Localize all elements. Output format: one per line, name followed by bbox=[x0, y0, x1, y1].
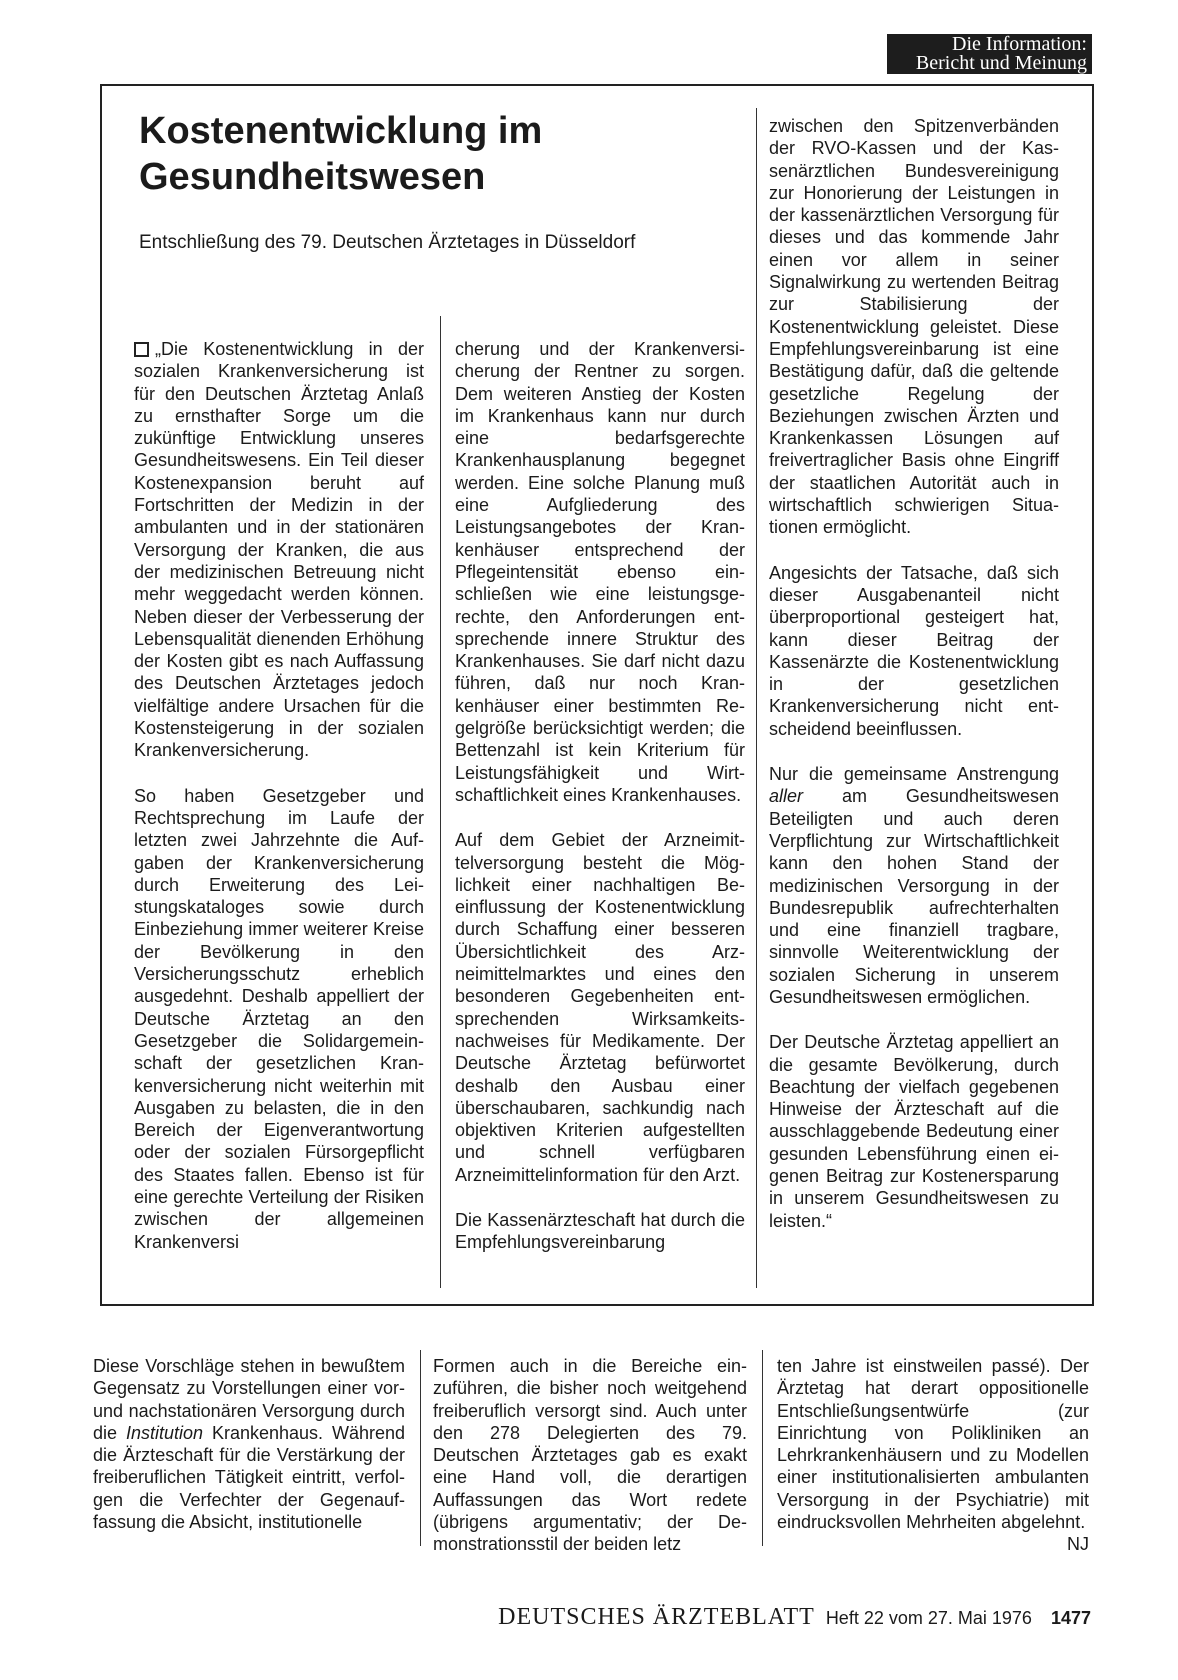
paragraph: cherung und der Krankenversicherung der Rentner zu sorgen. Dem weiteren Anstieg der Kosten im Krankenhaus kann nur durch eine bedarfsgerechte Krankenhausplanung begegnet werden. Eine solche Planung muß eine Aufgliederung des Leistungsangebotes der Krankenhäuser entsprechend der Pflegeintensität ebenso einschließen wie eine leistungsgerechte, den Anforderungen entsprechende innere Struktur des Krankenhauses. Sie darf nicht dazu führen, daß nur noch Krankenhäuser einer bestimmten Regelgröße berücksichtigt werden; die Bettenzahl ist kein Kriterium für Leistungsfähigkeit und Wirtschaftlichkeit eines Krankenhauses. bbox=[455, 339, 745, 805]
paragraph: Diese Vorschläge stehen in bewußtem Gegensatz zu Vorstellungen einer vor- und nachstationären Versorgung durch die Institution Krankenhaus. Während die Ärzteschaft für die Verstärkung der freiberuflichen Tätigkeit eintritt, verfolgen die Verfechter der Gegenauffassung die Absicht, institutionelle bbox=[93, 1356, 405, 1533]
page-footer bbox=[498, 1604, 1091, 1631]
resolution-column-3 bbox=[769, 115, 1059, 1255]
paragraph bbox=[134, 338, 424, 762]
issue-info: Heft 22 vom 27. Mai 1976 bbox=[825, 1608, 1032, 1628]
column-divider bbox=[762, 1350, 763, 1546]
publication-name: DEUTSCHES ÄRZTEBLATT bbox=[498, 1604, 815, 1630]
paragraph: Auf dem Gebiet der Arzneimittelversorgung besteht die Möglichkeit einer nachhaltigen Beeinflussung der Kostenentwicklung durch Schaffung einer besseren Übersichtlichkeit des Arzneimittelmarktes und eines den besonderen Gegebenheiten entsprechenden Wirksamkeitsnachweises für Medikamente. Der Deutsche Ärztetag befürwortet deshalb den Ausbau einer überschaubaren, sachkundig nach objektiven Kriterien aufgestellten und schnell verfügbaren Arzneimittelinformation für den Arzt. bbox=[455, 830, 745, 1185]
section-label-line1: Die Information: bbox=[952, 33, 1087, 55]
commentary-column-1 bbox=[93, 1355, 405, 1556]
paragraph: Formen auch in die Bereiche einzuführen, die bisher noch weitgehend freiberuflich versorgt sind. Auch unter den 278 Delegierten des 79. Deutschen Ärztetages gab es exakt eine Hand voll, die derartigen Auffassungen das Wort redete (übrigens argumentativ; der Demonstrationsstil der beiden letz bbox=[433, 1356, 747, 1555]
emphasis: aller bbox=[769, 786, 804, 807]
paragraph-text: „Die Kostenentwicklung in der sozialen Krankenversicherung ist für den Deutschen Ärztetag Anlaß zu ernsthafter Sorge um die zukünftige Entwicklung unseres Gesundheitswesens. Ein Teil dieser Kostenexpansion beruht auf Fortschritten der Medizin in der ambulanten und in der stationären Versorgung der Kranken, die aus der medizinischen Betreuung nicht mehr weggedacht werden können. Neben dieser der Verbesserung der Lebensqualität dienenden Erhöhung der Kosten gibt es nach Auffassung des Deutschen Ärztetages jedoch vielfältige andere Ursachen für die Kostensteigerung in der sozialen Krankenversicherung. bbox=[134, 339, 424, 761]
commentary-column-2 bbox=[433, 1355, 747, 1579]
paragraph: So haben Gesetzgeber und Rechtsprechung im Laufe der letzten zwei Jahrzehnte die Aufgaben der Krankenversicherung durch Erweiterung des Leistungskataloges sowie durch Einbeziehung immer weiterer Kreise der Bevölkerung in den Versicherungsschutz erheblich ausgedehnt. Deshalb appelliert der Deutsche Ärztetag an den Gesetzgeber die Solidargemeinschaft der gesetzlichen Krankenversicherung nicht weiterhin mit Ausgaben zu belasten, die in den Bereich der Eigenverantwortung oder der sozialen Fürsorgepflicht des Staates fallen. Ebenso ist für eine gerechte Verteilung der Risiken zwischen der allgemeinen Krankenversi bbox=[134, 785, 424, 1252]
paragraph: Nur die gemeinsame Anstrengung aller am Gesundheitswesen Beteiligten und auch deren Verpflichtung zur Wirtschaftlichkeit kann den hohen Stand der medizinischen Versorgung in der Bundesrepublik aufrechterhalten und eine finanziell tragbare, sinnvolle Weiterentwicklung der sozialen Sicherung in unserem Gesundheitswesen ermöglichen. bbox=[769, 764, 1059, 1007]
author-signature: NJ bbox=[1067, 1534, 1089, 1555]
column-divider bbox=[756, 108, 757, 1288]
paragraph: Die Kassenärzteschaft hat durch die Empfehlungsvereinbarung bbox=[455, 1209, 745, 1253]
checkbox-icon bbox=[134, 342, 149, 357]
paragraph: zwischen den Spitzenverbänden der RVO-Kassen und der Kassenärztlichen Bundesvereinigung zur Honorierung der Leistungen in der kassenärztlichen Versorgung für dieses und das kommende Jahr einen vor allem in seiner Signalwirkung zu wertenden Beitrag zur Stabilisierung der Kostenentwicklung geleistet. Diese Empfehlungsvereinbarung ist eine Bestätigung dafür, daß die geltende gesetzliche Regelung der Beziehungen zwischen Ärzten und Krankenkassen Lösungen auf freivertraglicher Basis ohne Eingriff der staatlichen Autorität auch in wirtschaftlich schwierigen Situationen ermöglicht. bbox=[769, 116, 1059, 538]
section-label-line2: Bericht und Meinung bbox=[915, 52, 1087, 74]
resolution-column-1 bbox=[134, 338, 424, 1276]
section-label bbox=[887, 34, 1092, 74]
paragraph: ten Jahre ist einstweilen passé). Der Ärztetag hat derart oppositionelle Entschließungsentwürfe (zur Einrichtung von Polikliniken an Lehrkrankenhäusern und zu Modellen einer institutionalisierten ambulanten Versorgung in der Psychiatrie) mit eindrucksvollen Mehrheiten abgelehnt. NJ bbox=[777, 1356, 1089, 1555]
column-divider bbox=[420, 1350, 421, 1546]
column-divider bbox=[440, 316, 441, 1288]
paragraph: Der Deutsche Ärztetag appelliert an die gesamte Bevölkerung, durch Beachtung der vielfach gegebenen Hinweise der Ärzteschaft auf die ausschlaggebende Bedeutung einer gesunden Lebensführung einen eigenen Beitrag zur Kostenersparung in unserem Gesundheitswesen zu leisten.“ bbox=[769, 1032, 1059, 1231]
emphasis: Institution bbox=[125, 1422, 204, 1443]
resolution-column-2 bbox=[455, 338, 745, 1277]
headline: Kostenentwicklung im Gesundheitswesen bbox=[139, 110, 543, 198]
page-number: 1477 bbox=[1050, 1608, 1091, 1628]
commentary-column-3 bbox=[777, 1355, 1089, 1556]
subheadline: Entschließung des 79. Deutschen Ärztetages in Düsseldorf bbox=[139, 232, 636, 253]
paragraph: Angesichts der Tatsache, daß sich dieser Ausgabenanteil nicht überproportional gesteigert hat, kann dieser Beitrag der Kassenärzte die Kostenentwicklung in der gesetzlichen Krankenversicherung nicht entscheidend beeinflussen. bbox=[769, 562, 1059, 739]
